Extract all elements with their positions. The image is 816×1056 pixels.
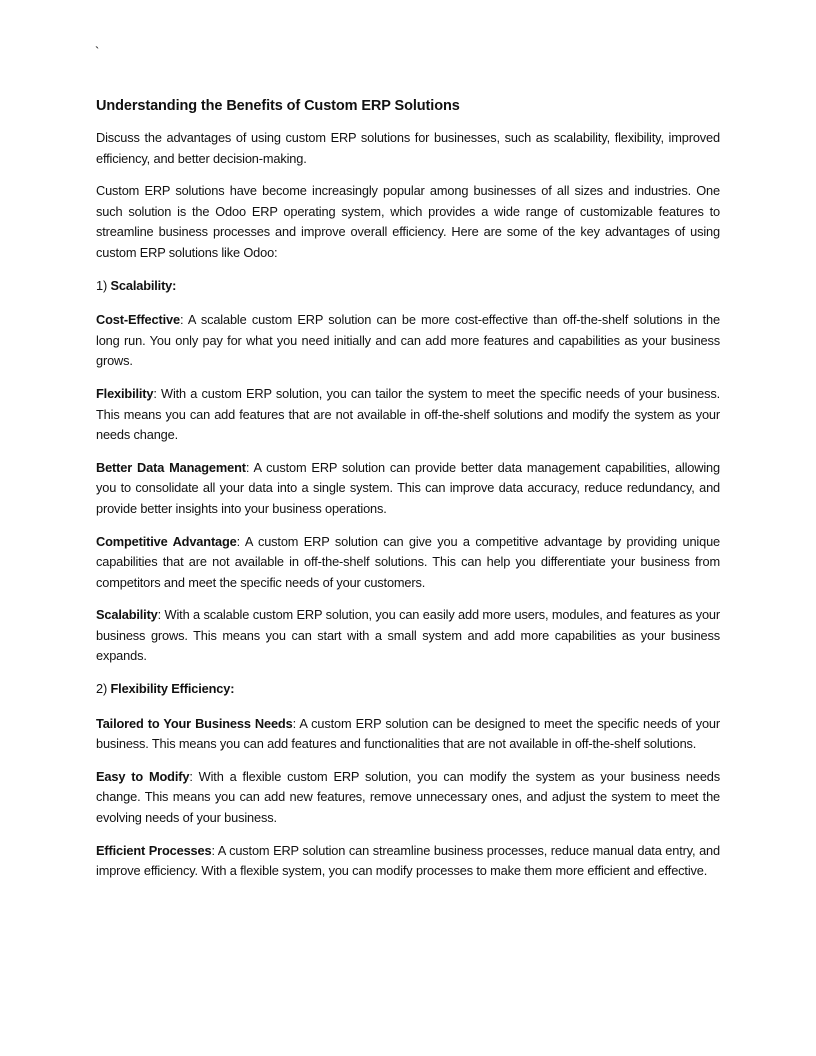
benefit-paragraph <box>96 767 720 829</box>
benefit-term: Flexibility <box>96 385 154 401</box>
benefit-text: : A custom ERP solution can give you a competitive advantage by providing unique capabilities that are not available in off-the-shelf solutions. This can help you differentiate your business from competitors and meet the specific needs of your customers. <box>96 533 721 590</box>
benefit-paragraph <box>96 605 720 667</box>
benefit-text: : With a custom ERP solution, you can tailor the system to meet the specific needs of your business. This means you can add features that are not available in off-the-shelf solutions and modify the system as your needs change. <box>96 385 720 443</box>
benefit-term: Competitive Advantage <box>96 533 237 549</box>
benefit-term: Efficient Processes <box>96 842 212 858</box>
benefit-text: : A custom ERP solution can streamline business processes, reduce manual data entry, and improve efficiency. With a flexible system, you can modify processes to make them more efficient and effective. <box>96 842 720 879</box>
benefit-text: : With a flexible custom ERP solution, you can modify the system as your business needs change. This means you can add new features, remove unnecessary ones, and adjust the system to meet the evolving needs of your business. <box>96 768 720 826</box>
benefit-term: Better Data Management <box>96 459 246 475</box>
document-title: Understanding the Benefits of Custom ERP Solutions <box>96 98 460 114</box>
benefit-paragraph <box>96 532 720 594</box>
section-number: 2) <box>96 681 108 697</box>
benefit-paragraph <box>96 841 720 882</box>
benefit-paragraph <box>96 384 720 446</box>
section-title: Flexibility Efficiency: <box>110 681 235 697</box>
benefit-term: Scalability <box>96 607 158 623</box>
benefit-term: Tailored to Your Business Needs <box>96 715 293 731</box>
section-number: 1) <box>96 277 108 293</box>
benefit-text: : A custom ERP solution can be designed to meet the specific needs of your business. This means you can add features and functionalities that are not available in off-the-shelf solutions. <box>96 715 720 752</box>
section-heading-scalability <box>96 276 720 297</box>
document-body <box>96 96 720 894</box>
benefit-text: : With a scalable custom ERP solution, you can easily add more users, modules, and features as your business grows. This means you can start with a small system and add more capabilities as your business expands. <box>96 607 720 664</box>
intro-paragraph-2: Custom ERP solutions have become increasingly popular among businesses of all sizes and industries. One such solution is the Odoo ERP operating system, which provides a wide range of customizable features to streamline business processes and improve overall efficiency. Here are some of the key advantages of using custom ERP solutions like Odoo: <box>96 183 720 260</box>
benefit-term: Cost-Effective <box>96 312 180 328</box>
benefit-text: : A custom ERP solution can provide better data management capabilities, allowing you to consolidate all your data into a single system. This can improve data accuracy, reduce redundancy, and provide better insights into your business operations. <box>96 459 720 516</box>
stray-tick-mark: ` <box>95 44 100 59</box>
benefit-paragraph <box>96 458 720 520</box>
benefit-text: : A scalable custom ERP solution can be more cost-effective than off-the-shelf solutions in the long run. You only pay for what you need initially and can add more features and capabilities as your business grows. <box>96 312 720 369</box>
section-heading-flexibility-efficiency <box>96 679 720 700</box>
benefit-term: Easy to Modify <box>96 768 190 784</box>
benefit-paragraph <box>96 310 720 372</box>
section-title: Scalability: <box>110 277 177 293</box>
benefit-paragraph <box>96 714 720 755</box>
intro-paragraph-1: Discuss the advantages of using custom ERP solutions for businesses, such as scalability, flexibility, improved efficiency, and better decision-making. <box>96 130 720 166</box>
